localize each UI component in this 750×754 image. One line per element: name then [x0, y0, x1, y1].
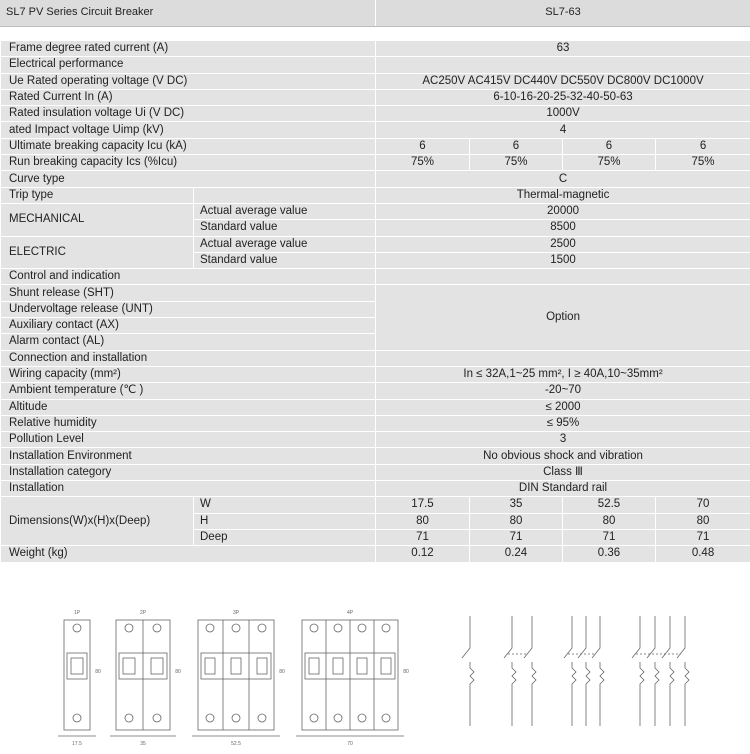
table-row: [1, 187, 750, 203]
table-row: [1, 122, 750, 138]
section-heading: Electrical performance: [1, 57, 376, 73]
table-row: [1, 432, 750, 448]
row-label: Ultimate breaking capacity Icu (kA): [1, 138, 376, 154]
cell-value: 6: [563, 138, 656, 154]
row-label: Relative humidity: [1, 415, 376, 431]
row-value: 1000V: [376, 106, 750, 122]
spec-table: [0, 40, 750, 563]
pole-label: 3P: [233, 610, 240, 616]
sub-label: Actual average value: [194, 203, 376, 219]
row-label: Wiring capacity (mm²): [1, 366, 376, 382]
cell-value: 71: [470, 529, 563, 545]
table-row: [1, 203, 750, 219]
table-row: [1, 415, 750, 431]
row-sub-empty: [194, 187, 376, 203]
sub-label: H: [194, 513, 376, 529]
model-title: SL7-63: [376, 6, 750, 18]
breaker-2p-drawing: [110, 620, 176, 736]
breaker-3p-drawing: [192, 620, 280, 736]
row-value: ≤ 2000: [376, 399, 750, 415]
row-value: Class Ⅲ: [376, 464, 750, 480]
cell-value: 80: [470, 513, 563, 529]
sub-label: Deep: [194, 529, 376, 545]
drawings-svg: [0, 598, 750, 751]
table-row: [1, 383, 750, 399]
cell-value: 0.36: [563, 546, 656, 562]
table-row: [1, 366, 750, 382]
option-value: Option: [376, 285, 750, 350]
height-label: 80: [279, 669, 285, 675]
row-value: 8500: [376, 220, 750, 236]
row-label: Ambient temperature (℃ ): [1, 383, 376, 399]
row-label: Ue Rated operating voltage (V DC): [1, 73, 376, 89]
schematic-4p: [632, 616, 689, 726]
row-label: Run breaking capacity Ics (%Icu): [1, 155, 376, 171]
cell-value: 80: [376, 513, 470, 529]
table-row: [1, 464, 750, 480]
row-value: -20~70: [376, 383, 750, 399]
table-row: [1, 269, 750, 285]
row-value: Thermal-magnetic: [376, 187, 750, 203]
technical-drawings: [0, 598, 750, 751]
row-value: 20000: [376, 203, 750, 219]
width-label: 17.5: [72, 741, 82, 747]
table-row: [1, 155, 750, 171]
cell-value: 6: [656, 138, 750, 154]
width-label: 35: [140, 741, 146, 747]
row-label: Alarm contact (AL): [1, 334, 376, 350]
sub-label: Actual average value: [194, 236, 376, 252]
table-row: [1, 497, 750, 513]
row-value: In ≤ 32A,1~25 mm², I ≥ 40A,10~35mm²: [376, 366, 750, 382]
height-label: 80: [403, 669, 409, 675]
width-label: 52.5: [231, 741, 241, 747]
row-value: 63: [376, 41, 750, 57]
row-value: [376, 350, 750, 366]
row-value: DIN Standard rail: [376, 481, 750, 497]
row-value: C: [376, 171, 750, 187]
cell-value: 75%: [470, 155, 563, 171]
cell-value: 75%: [376, 155, 470, 171]
row-value: 4: [376, 122, 750, 138]
section-heading: Control and indication: [1, 269, 376, 285]
row-value: 1500: [376, 252, 750, 268]
cell-value: 71: [563, 529, 656, 545]
row-label: Shunt release (SHT): [1, 285, 376, 301]
row-value: No obvious shock and vibration: [376, 448, 750, 464]
row-value: 3: [376, 432, 750, 448]
section-heading: Connection and installation: [1, 350, 376, 366]
cell-value: 35: [470, 497, 563, 513]
cell-value: 70: [656, 497, 750, 513]
row-label: Altitude: [1, 399, 376, 415]
row-value: [376, 269, 750, 285]
row-value: 6-10-16-20-25-32-40-50-63: [376, 89, 750, 105]
row-label: Trip type: [1, 187, 194, 203]
row-value: 2500: [376, 236, 750, 252]
table-row: [1, 285, 750, 301]
pole-label: 2P: [140, 610, 147, 616]
width-label: 70: [347, 741, 353, 747]
schematic-1p: [462, 616, 474, 726]
row-label: Undervoltage release (UNT): [1, 301, 376, 317]
header-bar: [0, 0, 750, 27]
pole-label: 1P: [74, 610, 81, 616]
table-row: [1, 106, 750, 122]
table-row: [1, 57, 750, 73]
row-label: ELECTRIC: [1, 236, 194, 269]
pole-label: 4P: [347, 610, 354, 616]
cell-value: 75%: [656, 155, 750, 171]
cell-value: 52.5: [563, 497, 656, 513]
row-label: Curve type: [1, 171, 376, 187]
row-label: Dimensions(W)x(H)x(Deep): [1, 497, 194, 546]
row-value: ≤ 95%: [376, 415, 750, 431]
cell-value: 0.24: [470, 546, 563, 562]
row-label: ated Impact voltage Uimp (kV): [1, 122, 376, 138]
table-row: [1, 89, 750, 105]
sub-label: Standard value: [194, 252, 376, 268]
row-label: Rated Current In (A): [1, 89, 376, 105]
cell-value: 17.5: [376, 497, 470, 513]
spacer: [0, 27, 750, 39]
row-value: AC250V AC415V DC440V DC550V DC800V DC1000V: [376, 73, 750, 89]
cell-value: 75%: [563, 155, 656, 171]
table-row: [1, 448, 750, 464]
product-title: SL7 PV Series Circuit Breaker: [6, 6, 153, 18]
table-row: [1, 399, 750, 415]
cell-value: 71: [376, 529, 470, 545]
cell-value: 6: [470, 138, 563, 154]
row-label: Installation category: [1, 464, 376, 480]
row-label: MECHANICAL: [1, 203, 194, 236]
cell-value: 80: [656, 513, 750, 529]
table-row: [1, 350, 750, 366]
row-label: Rated insulation voltage Ui (V DC): [1, 106, 376, 122]
schematic-2p: [504, 616, 536, 726]
breaker-4p-drawing: [296, 620, 404, 736]
table-row: [1, 73, 750, 89]
row-label: Installation: [1, 481, 376, 497]
row-label: Installation Environment: [1, 448, 376, 464]
height-label: 80: [175, 669, 181, 675]
table-row: [1, 138, 750, 154]
sub-label: W: [194, 497, 376, 513]
cell-value: 0.48: [656, 546, 750, 562]
cell-value: 0.12: [376, 546, 470, 562]
row-label: Weight (kg): [1, 546, 376, 562]
row-label: Auxiliary contact (AX): [1, 318, 376, 334]
schematic-3p: [564, 616, 604, 726]
breaker-1p-drawing: [58, 620, 96, 736]
table-row: [1, 41, 750, 57]
table-row: [1, 236, 750, 252]
cell-value: 71: [656, 529, 750, 545]
sub-label: Standard value: [194, 220, 376, 236]
table-row: [1, 171, 750, 187]
cell-value: 80: [563, 513, 656, 529]
row-label: Pollution Level: [1, 432, 376, 448]
table-row: [1, 546, 750, 562]
row-value: [376, 57, 750, 73]
row-label: Frame degree rated current (A): [1, 41, 376, 57]
height-label: 80: [95, 669, 101, 675]
table-row: [1, 481, 750, 497]
cell-value: 6: [376, 138, 470, 154]
